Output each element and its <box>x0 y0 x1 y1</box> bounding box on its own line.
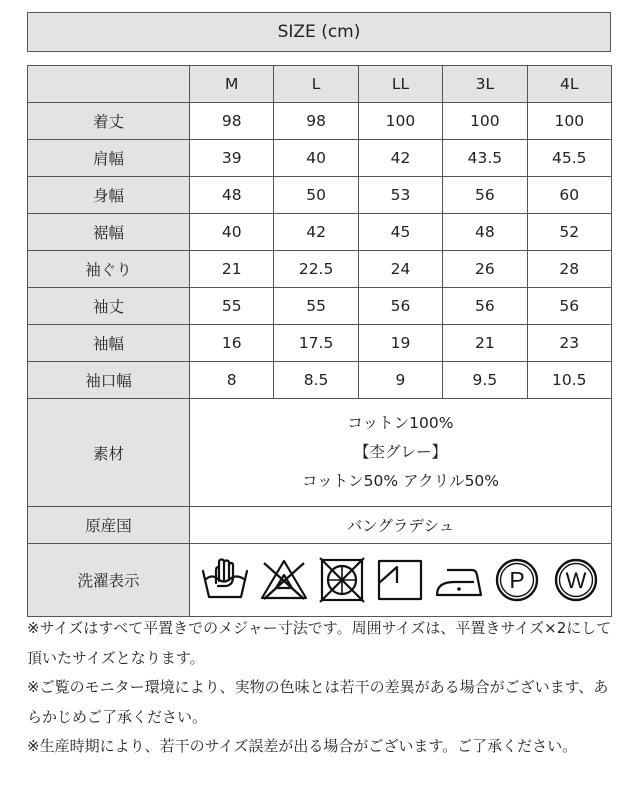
table-cell: 40 <box>190 214 274 251</box>
table-cell: 39 <box>190 140 274 177</box>
row-label: 肩幅 <box>28 140 190 177</box>
table-cell: 50 <box>274 177 358 214</box>
table-cell: 42 <box>358 140 442 177</box>
origin-row <box>28 507 612 544</box>
care-icons <box>190 555 611 605</box>
table-cell: 40 <box>274 140 358 177</box>
table-cell: 9.5 <box>443 362 527 399</box>
table-cell: 22.5 <box>274 251 358 288</box>
row-label: 裾幅 <box>28 214 190 251</box>
note-1: ※サイズはすべて平置きでのメジャー寸法です。周囲サイズは、平置きサイズ×2にして頂いたサイズとなります。 <box>27 619 612 667</box>
table-cell: 8 <box>190 362 274 399</box>
low-iron-icon <box>434 555 484 605</box>
table-cell: 17.5 <box>274 325 358 362</box>
column-header-4l: 4L <box>527 66 611 103</box>
table-cell: 26 <box>443 251 527 288</box>
table-row <box>28 140 612 177</box>
table-cell: 43.5 <box>443 140 527 177</box>
professional-wet-clean-w-icon <box>551 555 601 605</box>
table-row <box>28 325 612 362</box>
material-row <box>28 399 612 507</box>
note-3: ※生産時期により、若干のサイズ誤差が出る場合がございます。ご了承ください。 <box>27 737 578 755</box>
material-line: 【杢グレー】 <box>353 443 447 461</box>
note-2: ※ご覧のモニター環境により、実物の色味とは若干の差異がある場合がございます、あらかじめご了承ください。 <box>27 678 609 726</box>
table-cell: 56 <box>527 288 611 325</box>
hand-wash-icon <box>200 555 250 605</box>
care-label: 洗濯表示 <box>28 544 190 617</box>
table-cell: 56 <box>443 288 527 325</box>
table-row <box>28 214 612 251</box>
table-cell: 8.5 <box>274 362 358 399</box>
material-value <box>190 399 612 507</box>
table-cell: 48 <box>190 177 274 214</box>
table-cell: 28 <box>527 251 611 288</box>
table-cell: 16 <box>190 325 274 362</box>
table-row <box>28 251 612 288</box>
table-cell: 56 <box>443 177 527 214</box>
table-cell: 48 <box>443 214 527 251</box>
table-cell: 55 <box>190 288 274 325</box>
table-cell: 60 <box>527 177 611 214</box>
table-cell: 21 <box>190 251 274 288</box>
table-row <box>28 362 612 399</box>
header-corner-cell <box>28 66 190 103</box>
table-cell: 98 <box>190 103 274 140</box>
column-header-ll: LL <box>358 66 442 103</box>
table-cell: 56 <box>358 288 442 325</box>
table-cell: 45 <box>358 214 442 251</box>
column-header-m: M <box>190 66 274 103</box>
row-label: 袖ぐり <box>28 251 190 288</box>
row-label: 着丈 <box>28 103 190 140</box>
table-cell: 100 <box>358 103 442 140</box>
table-row <box>28 177 612 214</box>
row-label: 袖丈 <box>28 288 190 325</box>
care-row <box>28 544 612 617</box>
table-cell: 23 <box>527 325 611 362</box>
table-cell: 100 <box>443 103 527 140</box>
line-dry-in-shade-icon <box>375 555 425 605</box>
table-row <box>28 288 612 325</box>
do-not-tumble-dry-icon <box>317 555 367 605</box>
column-header-3l: 3L <box>443 66 527 103</box>
row-label: 袖幅 <box>28 325 190 362</box>
column-header-l: L <box>274 66 358 103</box>
material-line: コットン50% アクリル50% <box>301 472 500 490</box>
table-cell: 24 <box>358 251 442 288</box>
table-cell: 45.5 <box>527 140 611 177</box>
table-cell: 10.5 <box>527 362 611 399</box>
p-letter: P <box>509 567 525 593</box>
notes <box>27 614 613 762</box>
w-letter: W <box>565 568 587 593</box>
table-row <box>28 103 612 140</box>
size-title-text: SIZE (cm) <box>277 22 361 42</box>
table-cell: 42 <box>274 214 358 251</box>
table-cell: 9 <box>358 362 442 399</box>
table-cell: 52 <box>527 214 611 251</box>
row-label: 袖口幅 <box>28 362 190 399</box>
table-cell: 21 <box>443 325 527 362</box>
size-header-row <box>28 66 612 103</box>
table-cell: 55 <box>274 288 358 325</box>
origin-value: バングラデシュ <box>190 507 612 544</box>
table-cell: 19 <box>358 325 442 362</box>
size-table <box>27 65 612 617</box>
professional-dry-clean-p-icon <box>492 555 542 605</box>
table-cell: 100 <box>527 103 611 140</box>
care-icons-cell <box>190 544 612 617</box>
row-label: 身幅 <box>28 177 190 214</box>
material-line: コットン100% <box>347 414 454 432</box>
material-label: 素材 <box>28 399 190 507</box>
do-not-bleach-icon <box>259 555 309 605</box>
size-title <box>27 12 611 52</box>
table-cell: 98 <box>274 103 358 140</box>
origin-label: 原産国 <box>28 507 190 544</box>
table-cell: 53 <box>358 177 442 214</box>
